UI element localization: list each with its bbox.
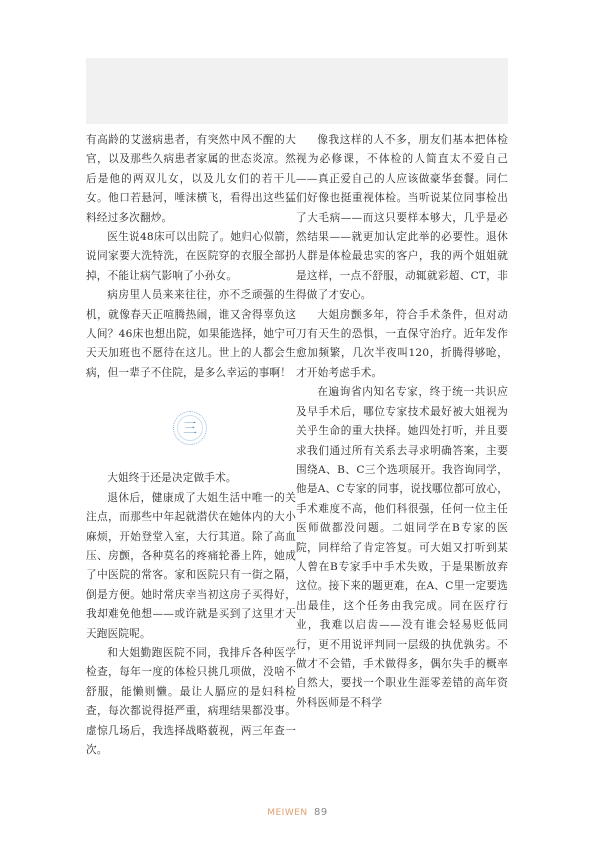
section-divider — [86, 403, 296, 457]
header-band — [86, 58, 508, 124]
paragraph: 大姐终于还是决定做手术。 — [107, 472, 237, 485]
paragraph: 退休后，健康成了大姐生活中唯一的关注点，而那些中年起就潜伏在她体内的大小麻烦，开始登堂入室，大行其道。除了高血压、房颤，各种莫名的疼痛轮番上阵，她成了中医院的常客。家和医院只有一街之隔，倒是方便。她时常庆幸当初这房子买得好，我却难免他想——或许就是买到了这里才天天跑医院呢。 — [86, 491, 296, 640]
paragraph: 有高龄的艾滋病患者，有突然中风不醒的大官，以及那些久病患者家属的世态炎凉。然后是他的两双儿女，以及儿女们的若干儿女。他口若悬河，唾沫横飞，看得出这些猛料经过多次翻炒。 — [86, 134, 296, 224]
right-column — [296, 131, 508, 713]
section-number-badge — [173, 411, 207, 445]
paragraph: 在遍询省内知名专家，终于统一共识应及早手术后，哪位专家技术最好被大姐视为关乎生命的重大抉择。她四处打听，并且要求我们通过所有关系去寻求明确答案，主要围绕A、B、C三个选项展开。我咨询同学，他是A、C专家的同事，说找哪位都可放心，手术难度不高，他们科很强，任何一位主任医师做都没问题。二姐同学在B专家的医院，同样给了肯定答复。可大姐又打听到某人曾在B专家手中手术失败，于是果断放弃这位。接下来的题更难，在A、C里一定要选出最佳，这个任务由我完成。同在医疗行业，我难以启齿——没有谁会轻易贬低同行，更不用说评判同一层级的执优孰劣。不做才不会错，手术做得多，偶尔失手的概率自然大，要找一个职业生涯零差错的高年资外科医师是不科学 — [296, 386, 508, 709]
page-footer — [0, 807, 595, 818]
section-number: 三 — [177, 415, 203, 441]
paragraph: 像我这样的人不多，朋友们基本把体检视为必修课，不体检的人简直太不爱自己——真正爱自己的人应该做豪华套餐。同仁们好像也挺重视体检。当听说某位同事检出了大毛病——而这只要样本够大，几乎是必然结果——就更加认定此举的必要性。退休人群是体检最忠实的客户，我的两个姐姐就是这样，一点不舒服，动辄就彩超、CT，非得做了才安心。 — [296, 134, 508, 302]
paragraph: 医生说48床可以出院了。她归心似箭，说同家要大洗特洗，在医院穿的衣服全部扔掉，不能让病气影响了小孙女。 — [86, 231, 296, 282]
paragraph: 大姐房颤多年，符合手术条件，但对动刀有天生的恐惧，一直保守治疗。近年发作愈加频繁，几次半夜叫120，折腾得够呛，才开始考虑手术。 — [296, 308, 508, 379]
paragraph: 和大姐勤跑医院不同，我排斥各种医学检查，每年一度的体检只挑几项做，没啥不舒服，能懒则懒。最让人膈应的是妇科检查，每次都说得挺严重，病理结果都没事。虚惊几场后，我选择战略藐视，两三年查一次。 — [86, 646, 296, 756]
left-column — [86, 131, 296, 760]
magazine-name: MEIWEN — [267, 808, 308, 818]
paragraph: 病房里人员来来往往，亦不乏顽强的生机，就像春天正喧腾热闹，谁又舍得辜负这人间？46床也想出院，如果能选择，她宁可天天加班也不愿待在这儿。世上的人都会生病，但一辈子不住院，是多么幸运的事啊！ — [86, 289, 296, 379]
page-number: 89 — [314, 807, 328, 818]
